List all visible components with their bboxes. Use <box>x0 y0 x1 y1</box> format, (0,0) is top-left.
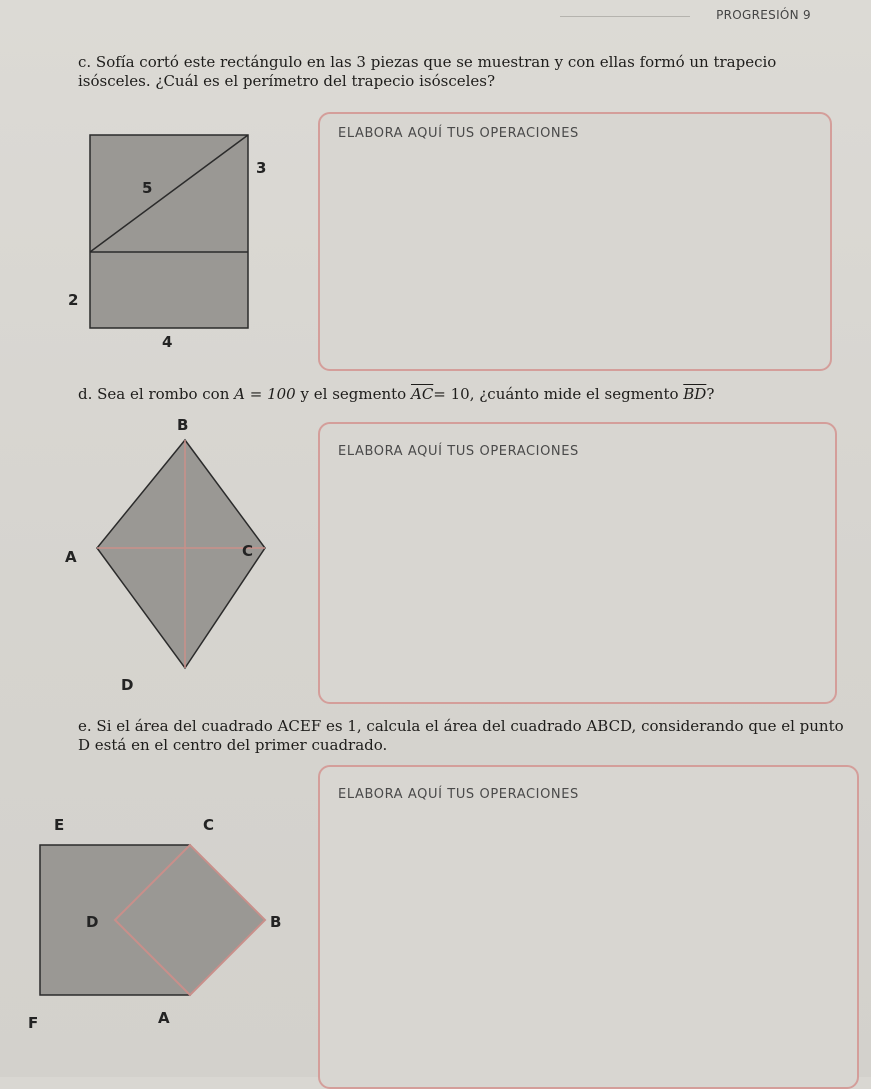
vertex-b: B <box>270 913 282 931</box>
question-c-text: c. Sofía cortó este rectángulo en las 3 piezas que se muestran y con ellas formó un trapecio isósceles. ¿Cuál es el perímetro del trapecio isósceles? <box>78 53 777 90</box>
work-box-c-title: ELABORA AQUÍ TUS OPERACIONES <box>338 126 579 141</box>
squares-figure <box>20 805 300 1040</box>
vertex-d: D <box>86 913 99 931</box>
work-box-d-title: ELABORA AQUÍ TUS OPERACIONES <box>338 444 579 459</box>
question-e-text: e. Si el área del cuadrado ACEF es 1, calcula el área del cuadrado ABCD, considerando que el punto D está en el centro del primer cuadrado. <box>78 717 844 754</box>
vertex-d: D <box>121 676 134 694</box>
label-4: 4 <box>162 333 173 351</box>
rhombus-figure <box>55 410 285 700</box>
label-3: 3 <box>256 159 267 177</box>
label-5: 5 <box>142 179 153 197</box>
work-box-c[interactable] <box>318 112 832 371</box>
rectangle-pieces-figure <box>60 135 267 351</box>
vertex-c: C <box>242 542 254 560</box>
rhombus-shape <box>97 440 265 668</box>
header-divider <box>560 16 690 17</box>
vertex-e: E <box>54 816 65 834</box>
page-header: PROGRESIÓN 9 <box>716 8 811 22</box>
work-box-d[interactable] <box>318 422 837 704</box>
question-d-text: d. Sea el rombo con A = 100 y el segmento $\overline{AC}= 10$, ¿cuánto mide el segmento $\overline{BD}$? <box>78 385 715 403</box>
label-2: 2 <box>68 291 79 309</box>
vertex-b: B <box>177 416 189 434</box>
work-box-e-title: ELABORA AQUÍ TUS OPERACIONES <box>338 787 579 802</box>
rectangle-shape <box>90 135 248 328</box>
vertex-a: A <box>65 548 77 566</box>
work-box-e[interactable] <box>318 765 859 1089</box>
vertex-f: F <box>28 1014 39 1032</box>
vertex-c: C <box>203 816 215 834</box>
vertex-a: A <box>158 1009 170 1027</box>
